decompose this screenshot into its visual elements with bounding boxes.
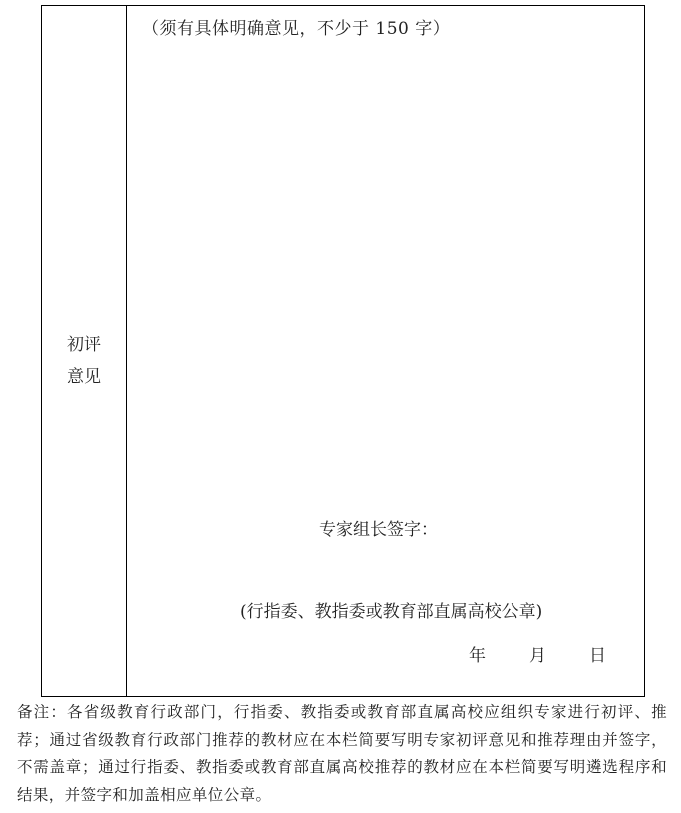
date-day-label: 日 [589,646,606,666]
row-label-line1: 初评 [67,335,101,355]
seal-label: (行指委、教指委或教育部直属高校公章) [240,602,543,622]
date-month-label: 月 [529,646,546,666]
date-year-label: 年 [469,646,486,666]
opinion-form-table [41,5,645,697]
footnote-remark: 备注：各省级教育行政部门，行指委、教指委或教育部直属高校应组织专家进行初评、推荐；通过省级教育行政部门推荐的教材应在本栏简要写明专家初评意见和推荐理由并签字，不需盖章；通过行指委、教指委或教育部直属高校推荐的教材应在本栏简要写明遴选程序和结果，并签字和加盖相应单位公章。 [17,703,667,804]
opinion-hint: （须有具体明确意见，不少于 150 字） [142,19,451,39]
opinion-content-cell[interactable] [127,6,644,696]
signature-label: 专家组长签字： [319,520,438,540]
label-cell [42,6,126,696]
row-label-line2: 意见 [67,367,101,387]
